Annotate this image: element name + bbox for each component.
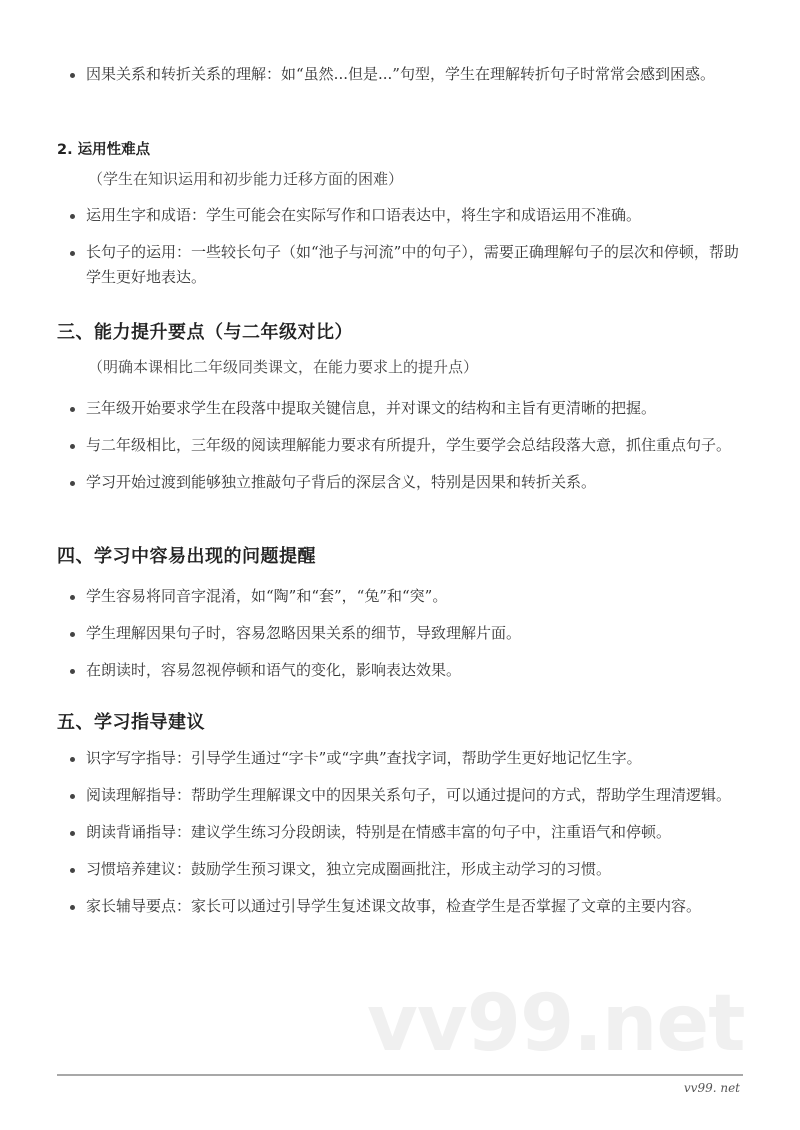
watermark: vv99.net	[367, 979, 745, 1069]
bullet-icon	[70, 669, 75, 674]
list-item: 家长辅导要点：家长可以通过引导学生复述课文故事，检查学生是否掌握了文章的主要内容。	[60, 894, 740, 919]
list-item: 识字写字指导：引导学生通过“字卡”或“字典”查找字词，帮助学生更好地记忆生字。	[60, 746, 740, 771]
bullet-icon	[70, 251, 75, 256]
list-item: 阅读理解指导：帮助学生理解课文中的因果关系句子，可以通过提问的方式，帮助学生理清逻辑。	[60, 783, 740, 808]
subsection-note: （学生在知识运用和初步能力迁移方面的困难）	[88, 170, 404, 188]
list-item: 长句子的运用：一些较长句子（如“池子与河流”中的句子），需要正确理解句子的层次和停顿，帮助学生更好地表达。	[60, 240, 740, 290]
list-item: 学生容易将同音字混淆，如“陶”和“套”，“兔”和“突”。	[60, 584, 740, 609]
list-item: 朗读背诵指导：建议学生练习分段朗读，特别是在情感丰富的句子中，注重语气和停顿。	[60, 820, 740, 845]
list-item: 三年级开始要求学生在段落中提取关键信息，并对课文的结构和主旨有更清晰的把握。	[60, 396, 740, 421]
list-item: 学生理解因果句子时，容易忽略因果关系的细节，导致理解片面。	[60, 621, 740, 646]
bullet-icon	[70, 905, 75, 910]
bullet-icon	[70, 757, 75, 762]
bullet-icon	[70, 868, 75, 873]
bullet-icon	[70, 407, 75, 412]
bullet-icon	[70, 481, 75, 486]
section-3-list	[60, 396, 740, 507]
subsection-2-list	[60, 203, 740, 302]
continued-list	[60, 62, 740, 99]
footer-text: vv99. net	[683, 1081, 740, 1095]
section-note: （明确本课相比二年级同类课文，在能力要求上的提升点）	[88, 358, 479, 376]
bullet-icon	[70, 831, 75, 836]
list-item: 在朗读时，容易忽视停顿和语气的变化，影响表达效果。	[60, 658, 740, 683]
section-5-list	[60, 746, 740, 931]
bullet-icon	[70, 794, 75, 799]
subsection-heading: 2. 运用性难点	[57, 142, 151, 158]
section-heading: 四、学习中容易出现的问题提醒	[57, 546, 316, 567]
bullet-icon	[70, 214, 75, 219]
footer-divider	[57, 1074, 743, 1076]
section-heading: 三、能力提升要点（与二年级对比）	[57, 322, 353, 343]
list-item: 因果关系和转折关系的理解：如“虽然...但是...”句型，学生在理解转折句子时常常会感到困惑。	[60, 62, 740, 87]
list-item: 学习开始过渡到能够独立推敲句子背后的深层含义，特别是因果和转折关系。	[60, 470, 740, 495]
bullet-icon	[70, 444, 75, 449]
section-heading: 五、学习指导建议	[57, 712, 205, 733]
section-4-list	[60, 584, 740, 695]
bullet-icon	[70, 595, 75, 600]
bullet-icon	[70, 73, 75, 78]
list-item: 运用生字和成语：学生可能会在实际写作和口语表达中，将生字和成语运用不准确。	[60, 203, 740, 228]
list-item: 与二年级相比，三年级的阅读理解能力要求有所提升，学生要学会总结段落大意，抓住重点句子。	[60, 433, 740, 458]
bullet-icon	[70, 632, 75, 637]
list-item: 习惯培养建议：鼓励学生预习课文，独立完成圈画批注，形成主动学习的习惯。	[60, 857, 740, 882]
